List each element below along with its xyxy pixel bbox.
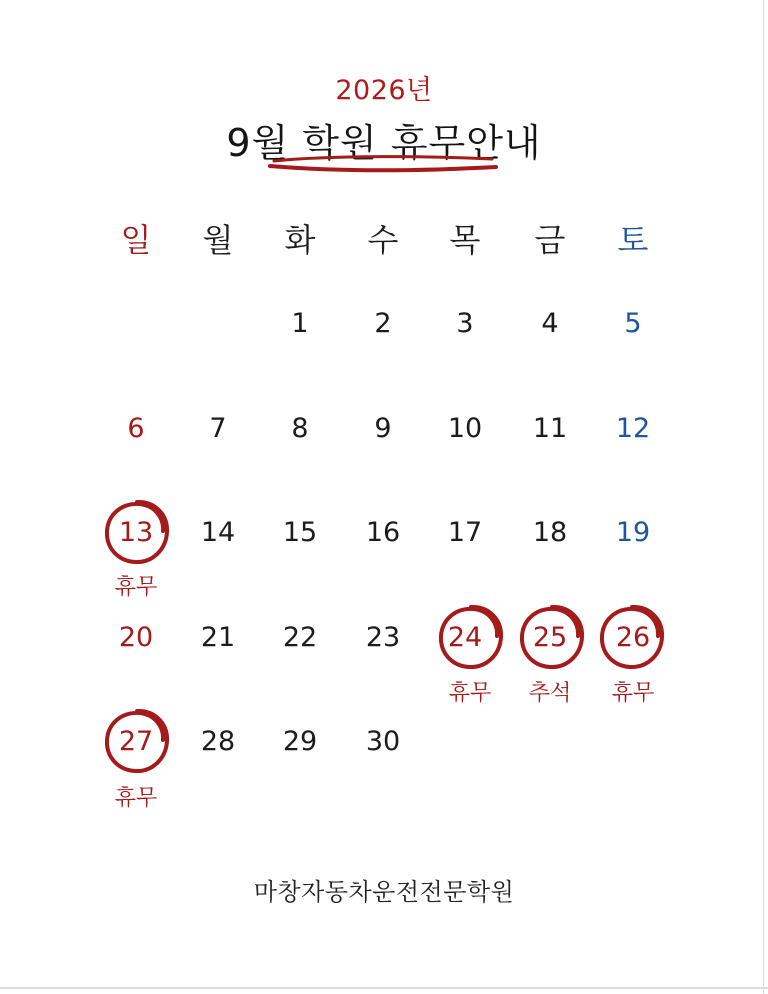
calendar-day-26: 26 xyxy=(615,622,651,653)
page-title: 9월 학원 휴무안내 xyxy=(226,121,542,165)
calendar-day-9: 9 xyxy=(374,413,392,444)
calendar-day-16: 16 xyxy=(365,517,401,548)
title-underline-decoration xyxy=(262,152,502,176)
calendar-day-14: 14 xyxy=(200,517,236,548)
weekday-sat: 토 xyxy=(617,221,649,259)
calendar-day-30: 30 xyxy=(365,726,401,757)
calendar-day-11: 11 xyxy=(532,413,568,444)
weekday-mon: 월 xyxy=(202,221,234,259)
year-label: 2026년 xyxy=(335,75,433,106)
calendar-day-5: 5 xyxy=(624,308,642,339)
calendar-day-21: 21 xyxy=(200,622,236,653)
calendar-day-19: 19 xyxy=(615,517,651,548)
closure-note-27: 휴무 xyxy=(114,786,158,811)
calendar-day-13: 13 xyxy=(118,517,154,548)
weekday-tue: 화 xyxy=(284,221,316,259)
weekday-fri: 금 xyxy=(534,221,566,259)
page-border-bottom xyxy=(0,987,768,989)
calendar-day-1: 1 xyxy=(291,308,309,339)
calendar-day-6: 6 xyxy=(127,413,145,444)
calendar-day-10: 10 xyxy=(447,413,483,444)
calendar-day-23: 23 xyxy=(365,622,401,653)
calendar-day-27: 27 xyxy=(118,726,154,757)
calendar-day-8: 8 xyxy=(291,413,309,444)
calendar-day-17: 17 xyxy=(447,517,483,548)
calendar-day-2: 2 xyxy=(374,308,392,339)
academy-name: 마창자동차운전전문학원 xyxy=(253,878,515,906)
weekday-wed: 수 xyxy=(367,221,399,259)
calendar-day-28: 28 xyxy=(200,726,236,757)
closure-note-13: 휴무 xyxy=(114,575,158,600)
closure-note-25: 추석 xyxy=(528,681,572,706)
calendar-day-7: 7 xyxy=(209,413,227,444)
calendar-day-15: 15 xyxy=(282,517,318,548)
calendar-day-18: 18 xyxy=(532,517,568,548)
calendar-day-12: 12 xyxy=(615,413,651,444)
calendar-day-3: 3 xyxy=(456,308,474,339)
calendar-day-25: 25 xyxy=(532,622,568,653)
calendar-day-24: 24 xyxy=(447,622,483,653)
calendar-day-22: 22 xyxy=(282,622,318,653)
closure-note-24: 휴무 xyxy=(448,681,492,706)
calendar-day-4: 4 xyxy=(541,308,559,339)
weekday-sun: 일 xyxy=(120,221,152,259)
calendar-day-29: 29 xyxy=(282,726,318,757)
calendar-day-20: 20 xyxy=(118,622,154,653)
weekday-thu: 목 xyxy=(449,221,481,259)
closure-note-26: 휴무 xyxy=(611,681,655,706)
